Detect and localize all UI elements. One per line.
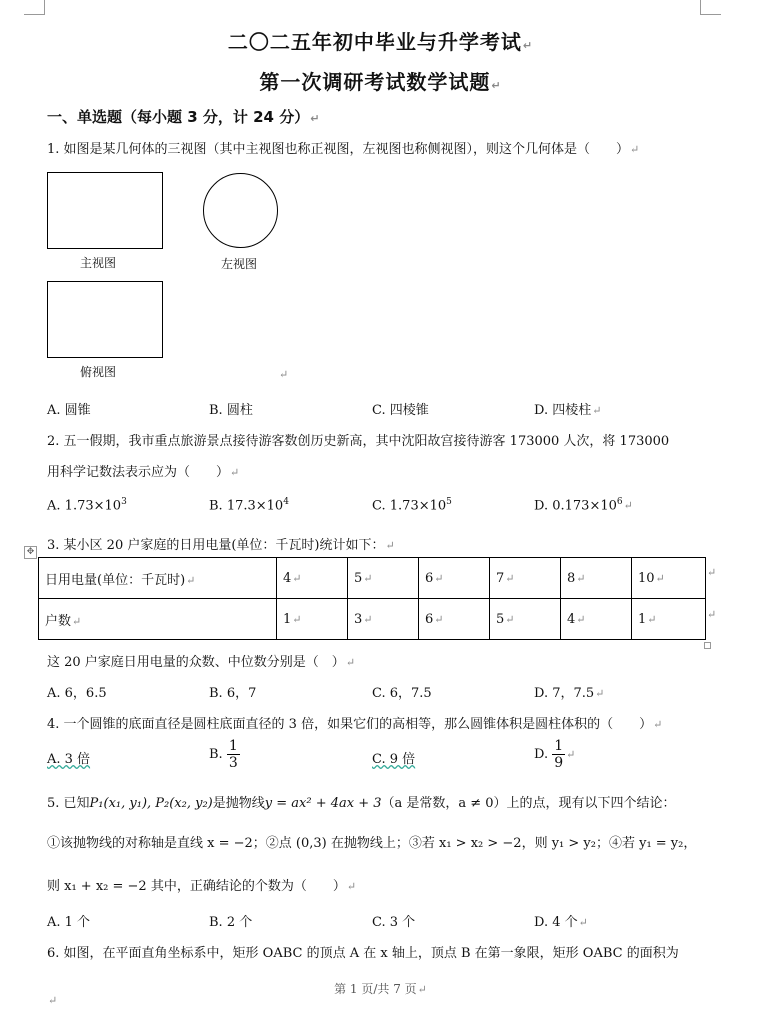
section-heading: 一、单选题（每小题 3 分，计 24 分）↵ [47, 108, 320, 126]
table-header-cell: 户数↵ [39, 599, 277, 640]
q5-option-d: D. 4 个↵ [534, 915, 588, 930]
question-3-text: 3. 某小区 20 户家庭的日用电量(单位：千瓦时)统计如下：↵ [47, 538, 395, 553]
q2-option-d: D. $0.173\times 10^6↵$ [534, 497, 633, 514]
top-view-rectangle [47, 281, 163, 358]
table-cell: 5↵ [348, 558, 419, 599]
fraction-one-third: $\frac{1}{3}$ [228, 738, 238, 771]
electricity-usage-table [38, 557, 706, 640]
q4-option-d: D. $\frac{1}{9}$ ↵ [534, 738, 576, 771]
q1-option-c: C. 四棱锥 [372, 403, 429, 418]
fraction-one-ninth: $\frac{1}{9}$ [554, 738, 564, 771]
top-view-caption: 俯视图 [80, 365, 117, 379]
front-view-caption: 主视图 [80, 256, 117, 270]
q3-option-d: D. 7，7.5↵ [534, 686, 605, 701]
question-1-text: 1. 如图是某几何体的三视图（其中主视图也称正视图，左视图也称侧视图），则这个几何体是（ ）↵ [47, 142, 640, 157]
row-end-mark: ↵ [707, 566, 717, 579]
table-cell: 10↵ [632, 558, 706, 599]
q2-option-c: C. $1.73\times 10^5$ [372, 497, 452, 514]
table-move-handle-icon[interactable]: ✥ [24, 546, 37, 559]
question-5-line-1: 5. 已知P₁(x₁, y₁), P₂(x₂, y₂)是抛物线y = ax² + 4ax + 3（a 是常数，a ≠ 0）上的点，现有以下四个结论： [47, 796, 676, 811]
left-view-circle [203, 173, 278, 248]
table-cell: 6↵ [419, 599, 490, 640]
q3-option-b: B. 6，7 [209, 686, 257, 701]
corner-mark-right [700, 0, 721, 15]
table-row [39, 599, 706, 640]
table-cell: 6↵ [419, 558, 490, 599]
question-4-text: 4. 一个圆锥的底面直径是圆柱底面直径的 3 倍，如果它们的高相等，那么圆锥体积是圆柱体积的（ ）↵ [47, 717, 663, 732]
table-row [39, 558, 706, 599]
q4-option-c: C. 9 倍 [372, 752, 416, 767]
q3-option-a: A. 6，6.5 [47, 686, 107, 701]
table-cell: 1↵ [277, 599, 348, 640]
q1-option-d: D. 四棱柱↵ [534, 403, 602, 418]
q4-option-a: A. 3 倍 [47, 752, 91, 767]
q4-options-row [47, 738, 607, 778]
q5-option-b: B. 2 个 [209, 915, 253, 930]
table-cell: 5↵ [490, 599, 561, 640]
exam-subtitle: 第一次调研考试数学试题↵ [259, 70, 502, 94]
table-cell: 8↵ [561, 558, 632, 599]
question-2-line-1: 2. 五一假期，我市重点旅游景点接待游客数创历史新高，其中沈阳故宫接待游客 173000 人次，将 173000 [47, 434, 670, 449]
q5-option-c: C. 3 个 [372, 915, 416, 930]
paragraph-mark: ↵ [279, 368, 289, 381]
table-cell: 3↵ [348, 599, 419, 640]
table-cell: 4↵ [561, 599, 632, 640]
front-view-rectangle [47, 172, 163, 249]
q4-option-b: B. $\frac{1}{3}$ [209, 738, 238, 771]
q3-option-c: C. 6，7.5 [372, 686, 432, 701]
table-resize-handle[interactable] [704, 642, 711, 649]
q2-option-b: B. $17.3\times 10^4$ [209, 497, 289, 514]
exam-title: 二〇二五年初中毕业与升学考试↵ [227, 30, 534, 54]
row-end-mark: ↵ [707, 608, 717, 621]
paragraph-mark: ↵ [48, 994, 58, 1007]
table-cell: 1↵ [632, 599, 706, 640]
table-cell: 4↵ [277, 558, 348, 599]
question-5-line-2: ①该抛物线的对称轴是直线 x = −2；②点 (0,3) 在抛物线上；③若 x₁ > x₂ > −2，则 y₁ > y₂；④若 y₁ = y₂， [47, 836, 697, 851]
table-header-cell: 日用电量(单位：千瓦时)↵ [39, 558, 277, 599]
question-3-prompt: 这 20 户家庭日用电量的众数、中位数分别是（ ）↵ [47, 655, 356, 670]
left-view-caption: 左视图 [221, 257, 258, 271]
q1-option-b: B. 圆柱 [209, 403, 253, 418]
question-6-text: 6. 如图，在平面直角坐标系中，矩形 OABC 的顶点 A 在 x 轴上，顶点 B 在第一象限，矩形 OABC 的面积为 [47, 946, 679, 961]
corner-mark-left [24, 0, 45, 15]
q1-option-a: A. 圆锥 [47, 403, 91, 418]
table-cell: 7↵ [490, 558, 561, 599]
q2-option-a: A. $1.73\times 10^3$ [47, 497, 127, 514]
q5-option-a: A. 1 个 [47, 915, 91, 930]
page-footer: 第 1 页/共 7 页↵ [334, 982, 427, 996]
question-5-line-3: 则 x₁ + x₂ = −2 其中，正确结论的个数为（ ）↵ [47, 879, 357, 894]
question-2-line-2: 用科学记数法表示应为（ ）↵ [47, 465, 240, 480]
